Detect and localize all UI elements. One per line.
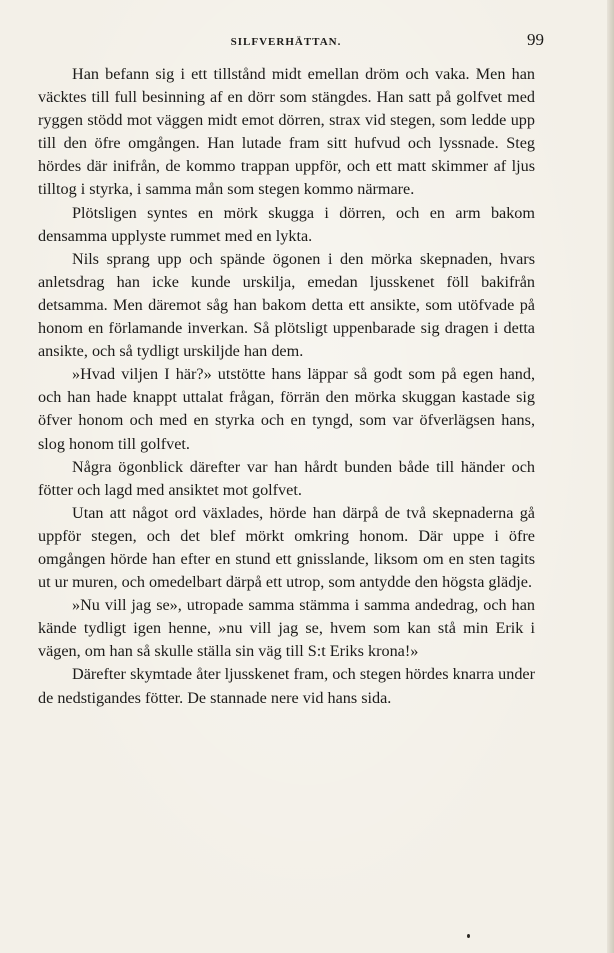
paragraph-8: Därefter skymtade åter ljusskenet fram, och stegen hördes knarra under de nedstigandes fötter. De stannade nere vid hans sida. (38, 665, 535, 707)
page-edge (607, 0, 614, 953)
paragraph-4: »Hvad viljen I här?» utstötte hans läppar så godt som på egen hand, och han hade knappt uttalat frågan, förrän den mörka skuggan kastade sig öfver honom och med en styrka och en tyngd, som var öfverlägsen hans, slog honom till golfvet. (38, 365, 535, 453)
paragraph-3: Nils sprang upp och spände ögonen i den mörka skepnaden, hvars anletsdrag han icke kunde urskilja, emedan ljusskenet föll bakifrån detsamma. Men däremot såg han bakom detta ett ansikte, som utöfvade på honom en förlamande inverkan. Så plötsligt uppenbarade sig dragen i detta ansikte, och så tydligt urskiljde han dem. (38, 249, 535, 361)
paragraph-5: Några ögonblick därefter var han hårdt bunden både till händer och fötter och lagd med ansiktet mot golfvet. (38, 457, 535, 499)
body-text (38, 63, 535, 710)
ink-speck (467, 934, 470, 938)
paragraph-2: Plötsligen syntes en mörk skugga i dörren, och en arm bakom densamma upplyste rummet med en lykta. (38, 203, 535, 245)
paragraph-1: Han befann sig i ett tillstånd midt emellan dröm och vaka. Men han väcktes till full besinning af en dörr som stängdes. Han satt på golfvet med ryggen stödd mot väggen midt emot dörren, strax vid stegen, som ledde upp till den öfre omgången. Han lutade fram sitt hufvud och lyssnade. Steg hördes där inifrån, de kommo trappan uppför, och ett matt skimmer af ljus tilltog i styrka, i samma mån som stegen kommo närmare. (38, 65, 535, 199)
paragraph-7: »Nu vill jag se», utropade samma stämma i samma andedrag, och han kände tydligt igen henne, »nu vill jag se, hvem som kan stå min Erik i vägen, om han så skulle ställa sin väg till S:t Eriks krona!» (38, 596, 535, 661)
page-number: 99 (527, 30, 544, 49)
paragraph-6: Utan att något ord växlades, hörde han därpå de två skepnaderna gå uppför stegen, och det blef mörkt omkring honom. Där uppe i öfre omgången hörde han efter en stund ett gnisslande, liksom om en sten tagits ut ur muren, och omedelbart därpå ett utrop, som antydde den högsta glädje. (38, 503, 535, 592)
running-title: SILFVERHÄTTAN. (230, 36, 342, 48)
page-header (36, 28, 544, 52)
